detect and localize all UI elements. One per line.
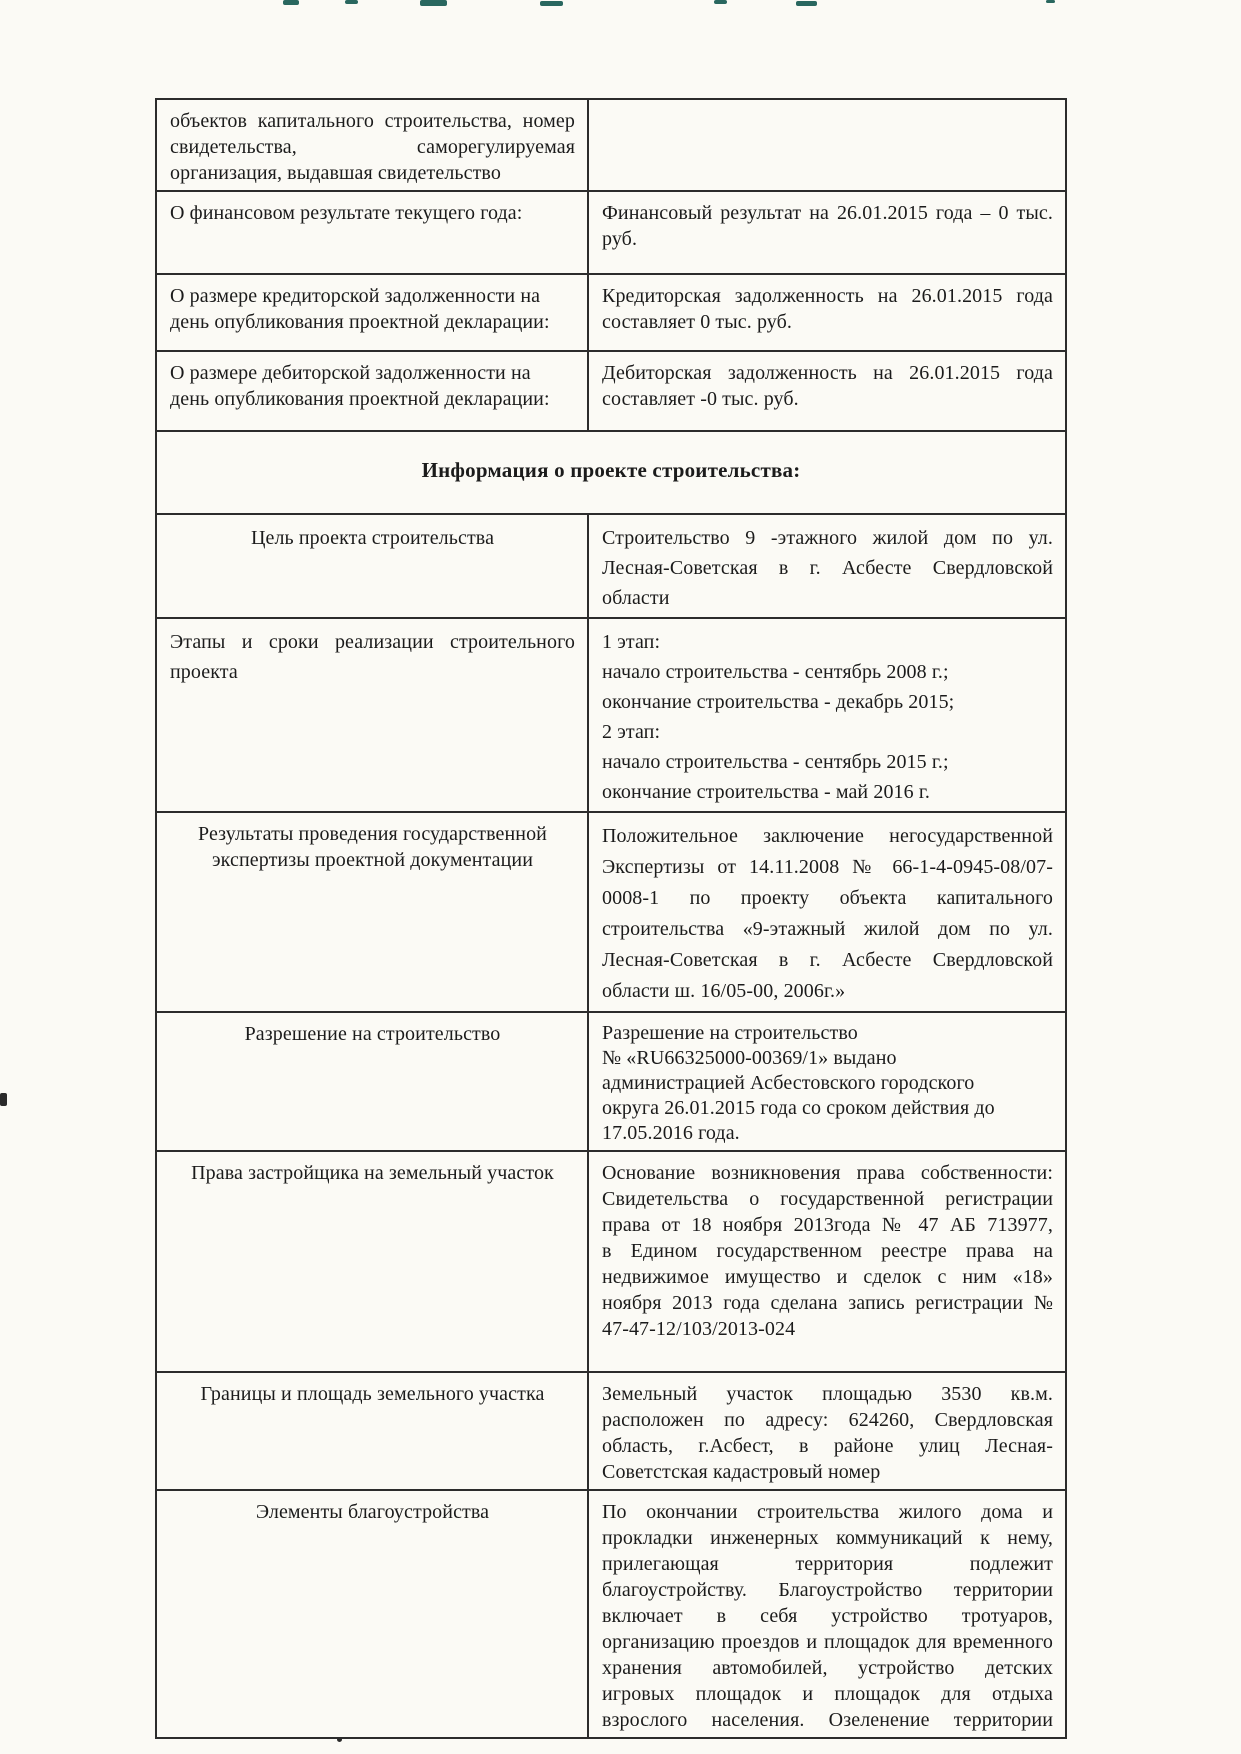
row-value: Кредиторская задолженность на 26.01.2015 года составляет 0 тыс. руб.: [587, 275, 1065, 350]
row-construction-permit: [157, 1011, 1065, 1150]
row-label: Границы и площадь земельного участка: [200, 1383, 545, 1405]
row-project-stages: [157, 617, 1065, 811]
row-value: Финансовый результат на 26.01.2015 года – 0 тыс. руб.: [587, 192, 1065, 273]
row-expertise-results: [157, 811, 1065, 1011]
row-land-rights: [157, 1150, 1065, 1371]
declaration-table: [155, 98, 1067, 1739]
scan-artifact: [796, 1, 817, 6]
row-financial-result: [157, 190, 1065, 273]
row-label: О размере кредиторской задолженности на день опубликования проектной декларации:: [170, 285, 550, 333]
row-label: объектов капитального строительства, номер свидетельства, саморегулируемая организация, выдавшая свидетельство: [170, 110, 575, 184]
row-landscaping: [157, 1489, 1065, 1737]
scan-artifact: [714, 0, 727, 4]
row-label: Права застройщика на земельный участок: [191, 1162, 554, 1184]
scan-artifact: [345, 0, 358, 4]
row-value: 1 этап: начало строительства - сентябрь 2008 г.; окончание строительства - декабрь 2015; 2 этап: начало строительства - сентябрь 2015 г.; окончание строительства - май 2016 г.: [587, 619, 1065, 811]
row-project-goal: [157, 513, 1065, 617]
row-value: Дебиторская задолженность на 26.01.2015 года составляет -0 тыс. руб.: [587, 352, 1065, 430]
row-value: Положительное заключение негосударственной Экспертизы от 14.11.2008 № 66-1-4-0945-08/07- 0008-1 по проекту объекта капитального строительства «9-этажный жилой дом по ул. Лесная-Советская в г. Асбесте Свердловской области ш. 16/05-00, 2006г.»: [587, 813, 1065, 1011]
scan-artifact: [283, 0, 299, 5]
row-label: О размере дебиторской задолженности на день опубликования проектной декларации:: [170, 362, 550, 410]
section-heading: Информация о проекте строительства:: [421, 458, 801, 482]
scan-artifact: [0, 1093, 7, 1106]
row-label: Разрешение на строительство: [244, 1023, 501, 1045]
row-label: О финансовом результате текущего года:: [170, 202, 523, 224]
row-label: Цель проекта строительства: [250, 527, 495, 549]
row-value: Земельный участок площадью 3530 кв.м. расположен по адресу: 624260, Свердловская область, г.Асбест, в районе улиц Лесная- Советстская кадастровый номер: [587, 1373, 1065, 1489]
row-land-area: [157, 1371, 1065, 1489]
scan-artifact: [420, 0, 447, 6]
row-value: Основание возникновения права собственности: Свидетельства о государственной регистрации права от 18 ноября 2013года № 47 АБ 713977, в Едином государственном реестре права на недвижимое имущество и сделок с ним «18» ноября 2013 года сделана запись регистрации № 47-47-12/103/2013-024: [587, 1152, 1065, 1371]
scan-artifact: [540, 1, 563, 6]
row-label: Этапы и сроки реализации строительного проекта: [170, 631, 575, 683]
row-value: Строительство 9 -этажного жилой дом по ул. Лесная-Советская в г. Асбесте Свердловской области: [587, 515, 1065, 617]
row-debtor-debt: [157, 350, 1065, 430]
row-label: Результаты проведения государственной экспертизы проектной документации: [198, 823, 547, 871]
section-heading-row: [157, 430, 1065, 513]
row-certificate-org: [157, 100, 1065, 190]
row-value: Разрешение на строительство № «RU66325000-00369/1» выдано администрацией Асбестовского городского округа 26.01.2015 года со сроком действия до 17.05.2016 года.: [587, 1013, 1065, 1150]
row-value: По окончании строительства жилого дома и прокладки инженерных коммуникаций к нему, прилегающая территория подлежит благоустройству. Благоустройство территории включает в себя устройство тротуаров, организацию проездов и площадок для временного хранения автомобилей, устройство детских игровых площадок и площадок для отдыха взрослого населения. Озеленение территории: [587, 1491, 1065, 1737]
row-value: [587, 100, 1065, 190]
row-creditor-debt: [157, 273, 1065, 350]
scan-artifact: [1046, 0, 1055, 3]
row-label: Элементы благоустройства: [255, 1501, 490, 1523]
